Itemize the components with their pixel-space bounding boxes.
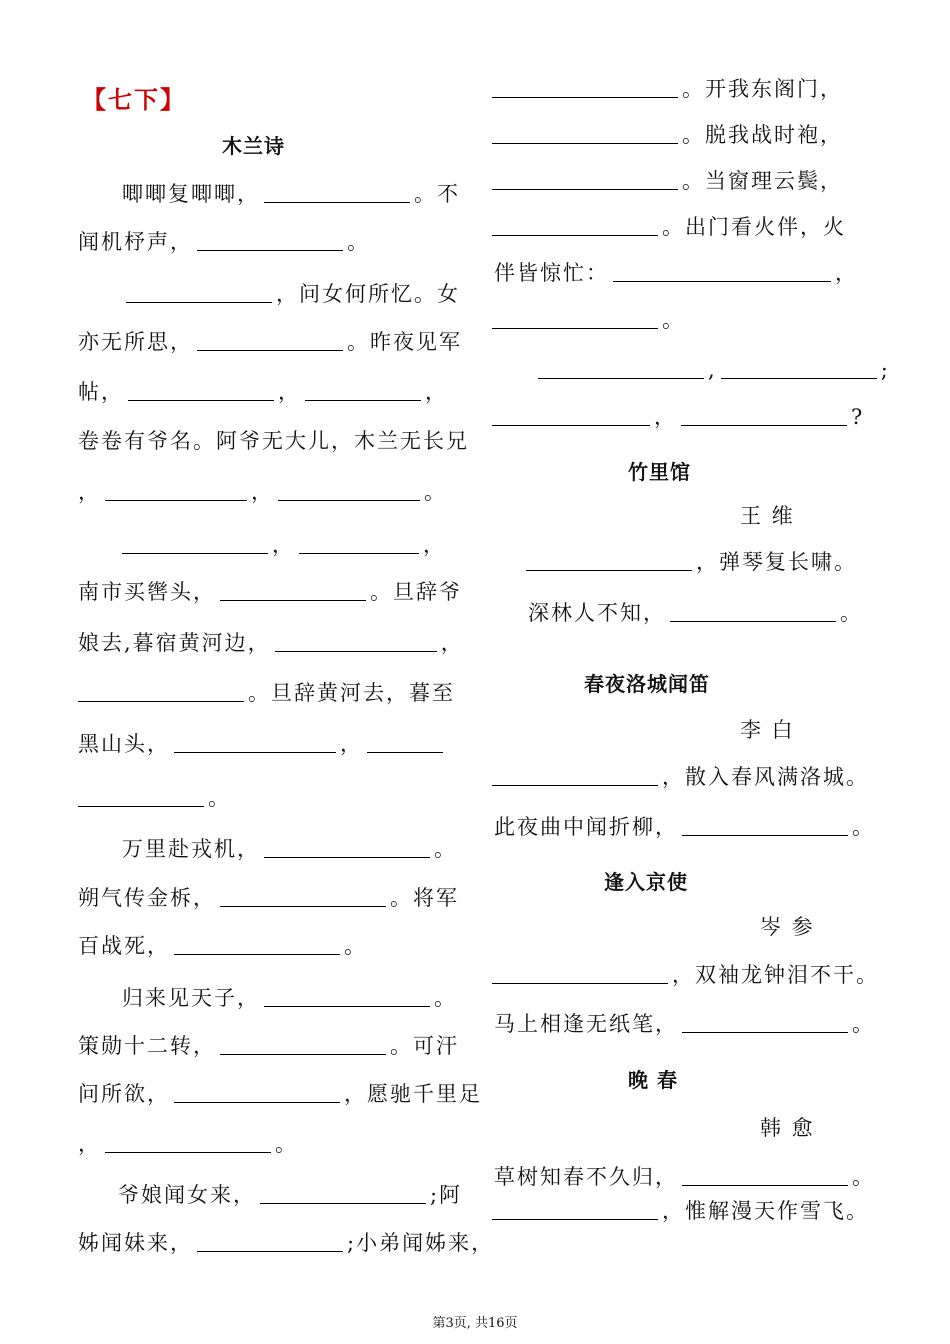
- text-segment: ;: [880, 358, 890, 382]
- answer-blank[interactable]: [174, 1082, 340, 1103]
- answer-blank[interactable]: [492, 963, 668, 984]
- text-segment: 朔气传金柝，: [78, 886, 216, 910]
- answer-blank[interactable]: [299, 533, 419, 554]
- text-segment: 。不: [414, 182, 460, 206]
- mulan-line-17: [122, 985, 457, 1011]
- mulan-line-20: [78, 1131, 298, 1157]
- text-segment: 。昨夜见军: [347, 330, 462, 354]
- text-segment: 南市买辔头，: [78, 580, 216, 604]
- answer-blank[interactable]: [220, 1034, 386, 1055]
- text-segment: ，: [278, 380, 301, 404]
- answer-blank[interactable]: [78, 786, 204, 807]
- zhuliguan-line-2: [528, 600, 863, 626]
- text-segment: 姊闻妹来，: [78, 1231, 193, 1255]
- text-segment: ，弹琴复长啸。: [696, 550, 857, 574]
- answer-blank[interactable]: [264, 986, 430, 1007]
- mulan-right-line-8: [488, 404, 864, 430]
- text-segment: ，: [272, 533, 295, 557]
- text-segment: 归来见天子，: [122, 986, 260, 1010]
- answer-blank[interactable]: [367, 732, 443, 753]
- text-segment: ，双袖龙钟泪不干。: [672, 963, 879, 987]
- answer-blank[interactable]: [220, 886, 386, 907]
- answer-blank[interactable]: [682, 1012, 848, 1033]
- text-segment: ，: [340, 732, 363, 756]
- answer-blank[interactable]: [681, 405, 847, 426]
- text-segment: 卷卷有爷名。阿爷无大儿，木兰无长兄: [78, 429, 469, 453]
- text-segment: 问所欲，: [78, 1082, 170, 1106]
- text-segment: ，: [423, 533, 446, 557]
- mulan-line-16: [78, 933, 367, 959]
- text-segment: 深林人不知，: [528, 601, 666, 625]
- text-segment: 。旦辞爷: [370, 580, 462, 604]
- page-footer: 第3页, 共16页: [432, 1316, 518, 1331]
- text-segment: ，散入春风满洛城。: [662, 765, 869, 789]
- answer-blank[interactable]: [278, 480, 420, 501]
- answer-blank[interactable]: [197, 230, 343, 251]
- text-segment: 百战死，: [78, 934, 170, 958]
- text-segment: ，: [425, 380, 448, 404]
- text-segment: 。: [662, 308, 685, 332]
- poem-title-mulan: 木兰诗: [222, 134, 285, 158]
- mulan-line-2: [78, 229, 370, 255]
- answer-blank[interactable]: [492, 77, 678, 98]
- text-segment: 此夜曲中闻折柳，: [494, 815, 678, 839]
- answer-blank[interactable]: [275, 631, 437, 652]
- answer-blank[interactable]: [492, 123, 678, 144]
- answer-blank[interactable]: [105, 480, 247, 501]
- answer-blank[interactable]: [260, 1183, 426, 1204]
- poem-title-wanchun: 晚 春: [628, 1068, 678, 1092]
- mulan-line-21: [118, 1182, 462, 1208]
- text-segment: 。: [852, 815, 875, 839]
- text-segment: ，: [440, 631, 464, 655]
- mulan-right-line-3: [488, 168, 843, 194]
- answer-blank[interactable]: [122, 533, 268, 554]
- mulan-line-15: [78, 885, 459, 911]
- answer-blank[interactable]: [526, 550, 692, 571]
- mulan-right-line-7: [534, 357, 890, 383]
- text-segment: 黑山头，: [78, 732, 170, 756]
- mulan-line-9: [78, 579, 462, 605]
- text-segment: ，: [835, 261, 858, 285]
- mulan-line-22: [78, 1230, 494, 1256]
- text-segment: 爷娘闻女来，: [118, 1183, 256, 1207]
- answer-blank[interactable]: [492, 169, 678, 190]
- answer-blank[interactable]: [682, 1165, 848, 1186]
- wanchun-line-2: [488, 1198, 869, 1224]
- text-segment: 。: [840, 601, 863, 625]
- text-segment: 唧唧复唧唧，: [122, 182, 260, 206]
- poem-author-wanchun: 韩 愈: [760, 1116, 815, 1140]
- text-segment: ;阿: [430, 1183, 463, 1207]
- text-segment: 帖，: [78, 380, 124, 404]
- fengru-line-1: [488, 962, 879, 988]
- poem-title-fengru: 逢入京使: [604, 870, 688, 894]
- answer-blank[interactable]: [174, 934, 340, 955]
- answer-blank[interactable]: [538, 358, 704, 379]
- answer-blank[interactable]: [492, 215, 658, 236]
- text-segment: 。可汗: [390, 1034, 459, 1058]
- poem-author-chunye: 李 白: [740, 718, 795, 742]
- text-segment: 。: [852, 1165, 875, 1189]
- text-segment: ，: [251, 480, 274, 504]
- text-segment: 。: [275, 1132, 298, 1156]
- text-segment: ;小弟闻姊来，: [347, 1231, 495, 1255]
- text-segment: 。将军: [390, 886, 459, 910]
- mulan-line-11: [74, 680, 455, 706]
- text-segment: ，: [78, 480, 101, 504]
- text-segment: ?: [851, 405, 865, 429]
- chunye-line-2: [494, 814, 875, 840]
- text-segment: 。: [852, 1012, 875, 1036]
- mulan-line-12: [78, 731, 447, 757]
- answer-blank[interactable]: [682, 815, 848, 836]
- answer-blank[interactable]: [128, 380, 274, 401]
- answer-blank[interactable]: [78, 681, 244, 702]
- text-segment: ,: [708, 358, 717, 382]
- mulan-line-6: [78, 428, 469, 454]
- answer-blank[interactable]: [126, 282, 272, 303]
- answer-blank[interactable]: [670, 601, 836, 622]
- text-segment: 。: [347, 230, 370, 254]
- wanchun-line-1: [494, 1164, 875, 1190]
- mulan-line-19: [78, 1081, 482, 1107]
- mulan-line-18: [78, 1033, 459, 1059]
- mulan-line-13: [74, 785, 231, 811]
- text-segment: 。当窗理云鬓，: [682, 169, 843, 193]
- mulan-line-7: [78, 479, 447, 505]
- text-segment: 。出门看火伴，火: [662, 215, 846, 239]
- text-segment: 。: [344, 934, 367, 958]
- text-segment: 万里赴戎机，: [122, 837, 260, 861]
- text-segment: 伴皆惊忙：: [494, 261, 609, 285]
- answer-blank[interactable]: [305, 380, 421, 401]
- mulan-right-line-2: [488, 122, 843, 148]
- zhuliguan-line-1: [522, 549, 857, 575]
- mulan-line-5: [78, 379, 448, 405]
- text-segment: 。: [434, 986, 457, 1010]
- fengru-line-2: [494, 1011, 875, 1037]
- mulan-line-14: [122, 836, 457, 862]
- text-segment: 亦无所思，: [78, 330, 193, 354]
- text-segment: ，惟解漫天作雪飞。: [662, 1199, 869, 1223]
- answer-blank[interactable]: [613, 261, 831, 282]
- text-segment: 草树知春不久归，: [494, 1165, 678, 1189]
- text-segment: 马上相逢无纸笔，: [494, 1012, 678, 1036]
- answer-blank[interactable]: [174, 732, 336, 753]
- mulan-line-4: [78, 329, 462, 355]
- chunye-line-1: [488, 764, 869, 790]
- answer-blank[interactable]: [721, 358, 877, 379]
- answer-blank[interactable]: [264, 837, 430, 858]
- text-segment: ，: [654, 405, 677, 429]
- text-segment: 策勋十二转，: [78, 1034, 216, 1058]
- text-segment: ，愿驰千里足: [344, 1082, 482, 1106]
- text-segment: ，: [78, 1132, 101, 1156]
- text-segment: 。: [208, 786, 231, 810]
- answer-blank[interactable]: [197, 330, 343, 351]
- text-segment: 。开我东阁门，: [682, 77, 843, 101]
- text-segment: 闻机杼声，: [78, 230, 193, 254]
- text-segment: ，问女何所忆。女: [276, 282, 460, 306]
- answer-blank[interactable]: [492, 405, 650, 426]
- mulan-line-3: [122, 281, 460, 307]
- answer-blank[interactable]: [492, 308, 658, 329]
- answer-blank[interactable]: [220, 580, 366, 601]
- poem-author-fengru: 岑 参: [760, 915, 815, 939]
- text-segment: 。: [424, 480, 447, 504]
- answer-blank[interactable]: [264, 182, 410, 203]
- text-segment: 。: [434, 837, 457, 861]
- mulan-line-1: [122, 181, 460, 207]
- mulan-right-line-6: [488, 307, 685, 333]
- mulan-right-line-1: [488, 76, 843, 102]
- poem-title-chunye: 春夜洛城闻笛: [584, 672, 710, 696]
- answer-blank[interactable]: [492, 765, 658, 786]
- grade-label: 【七下】: [82, 86, 186, 114]
- answer-blank[interactable]: [197, 1231, 343, 1252]
- answer-blank[interactable]: [105, 1132, 271, 1153]
- mulan-line-8: [118, 532, 446, 558]
- poem-author-zhuliguan: 王 维: [740, 504, 795, 528]
- poem-title-zhuliguan: 竹里馆: [628, 460, 691, 484]
- text-segment: 娘去,暮宿黄河边，: [78, 631, 271, 655]
- mulan-right-line-5: [494, 260, 858, 286]
- mulan-right-line-4: [488, 214, 846, 240]
- text-segment: 。脱我战时袍，: [682, 123, 843, 147]
- mulan-line-10: [78, 630, 464, 656]
- answer-blank[interactable]: [492, 1199, 658, 1220]
- text-segment: 。旦辞黄河去，暮至: [248, 681, 455, 705]
